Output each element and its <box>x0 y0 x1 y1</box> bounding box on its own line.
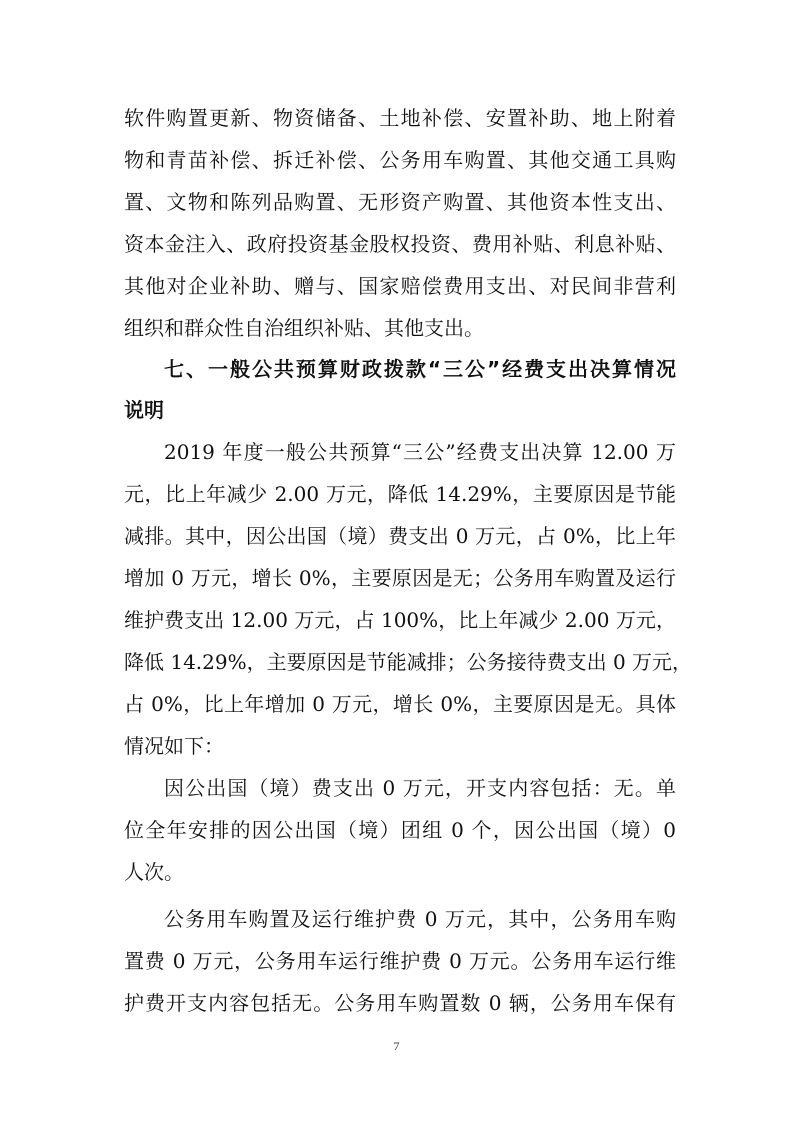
body-line: 其他对企业补助、赠与、国家赔偿费用支出、对民间非营利 <box>124 274 676 298</box>
body-line: 软件购置更新、物资储备、土地补偿、安置补助、地上附着 <box>124 106 676 130</box>
body-line: 情况如下： <box>124 734 224 758</box>
body-line: 护费开支内容包括无。公务用车购置数 0 辆，公务用车保有 <box>124 991 676 1015</box>
body-line: 物和青苗补偿、拆迁补偿、公务用车购置、其他交通工具购 <box>124 148 676 172</box>
body-line: 元，比上年减少 2.00 万元，降低 14.29%，主要原因是节能 <box>124 482 676 506</box>
body-line: 2019 年度一般公共预算“三公”经费支出决算 12.00 万 <box>164 440 676 464</box>
page-number: 7 <box>393 1039 400 1053</box>
body-line: 公务用车购置及运行维护费 0 万元，其中，公务用车购 <box>164 907 676 931</box>
section-heading-continuation: 说明 <box>124 398 164 422</box>
body-line: 置、文物和陈列品购置、无形资产购置、其他资本性支出、 <box>124 190 676 214</box>
body-line: 置费 0 万元，公务用车运行维护费 0 万元。公务用车运行维 <box>124 949 676 973</box>
body-line: 人次。 <box>124 860 184 884</box>
body-line: 位全年安排的因公出国（境）团组 0 个，因公出国（境）0 <box>124 818 676 842</box>
body-line: 资本金注入、政府投资基金股权投资、费用补贴、利息补贴、 <box>124 232 676 256</box>
body-line: 组织和群众性自治组织补贴、其他支出。 <box>124 316 484 340</box>
body-line: 维护费支出 12.00 万元，占 100%，比上年减少 2.00 万元， <box>124 608 676 632</box>
body-line: 增加 0 万元，增长 0%，主要原因是无；公务用车购置及运行 <box>124 566 676 590</box>
section-heading: 七、一般公共预算财政拨款“三公”经费支出决算情况 <box>164 357 676 381</box>
body-line: 减排。其中，因公出国（境）费支出 0 万元，占 0%，比上年 <box>124 524 676 548</box>
body-line: 降低 14.29%，主要原因是节能减排；公务接待费支出 0 万元， <box>124 650 693 674</box>
body-line: 占 0%，比上年增加 0 万元，增长 0%，主要原因是无。具体 <box>124 692 676 716</box>
body-line: 因公出国（境）费支出 0 万元，开支内容包括：无。单 <box>164 776 676 800</box>
